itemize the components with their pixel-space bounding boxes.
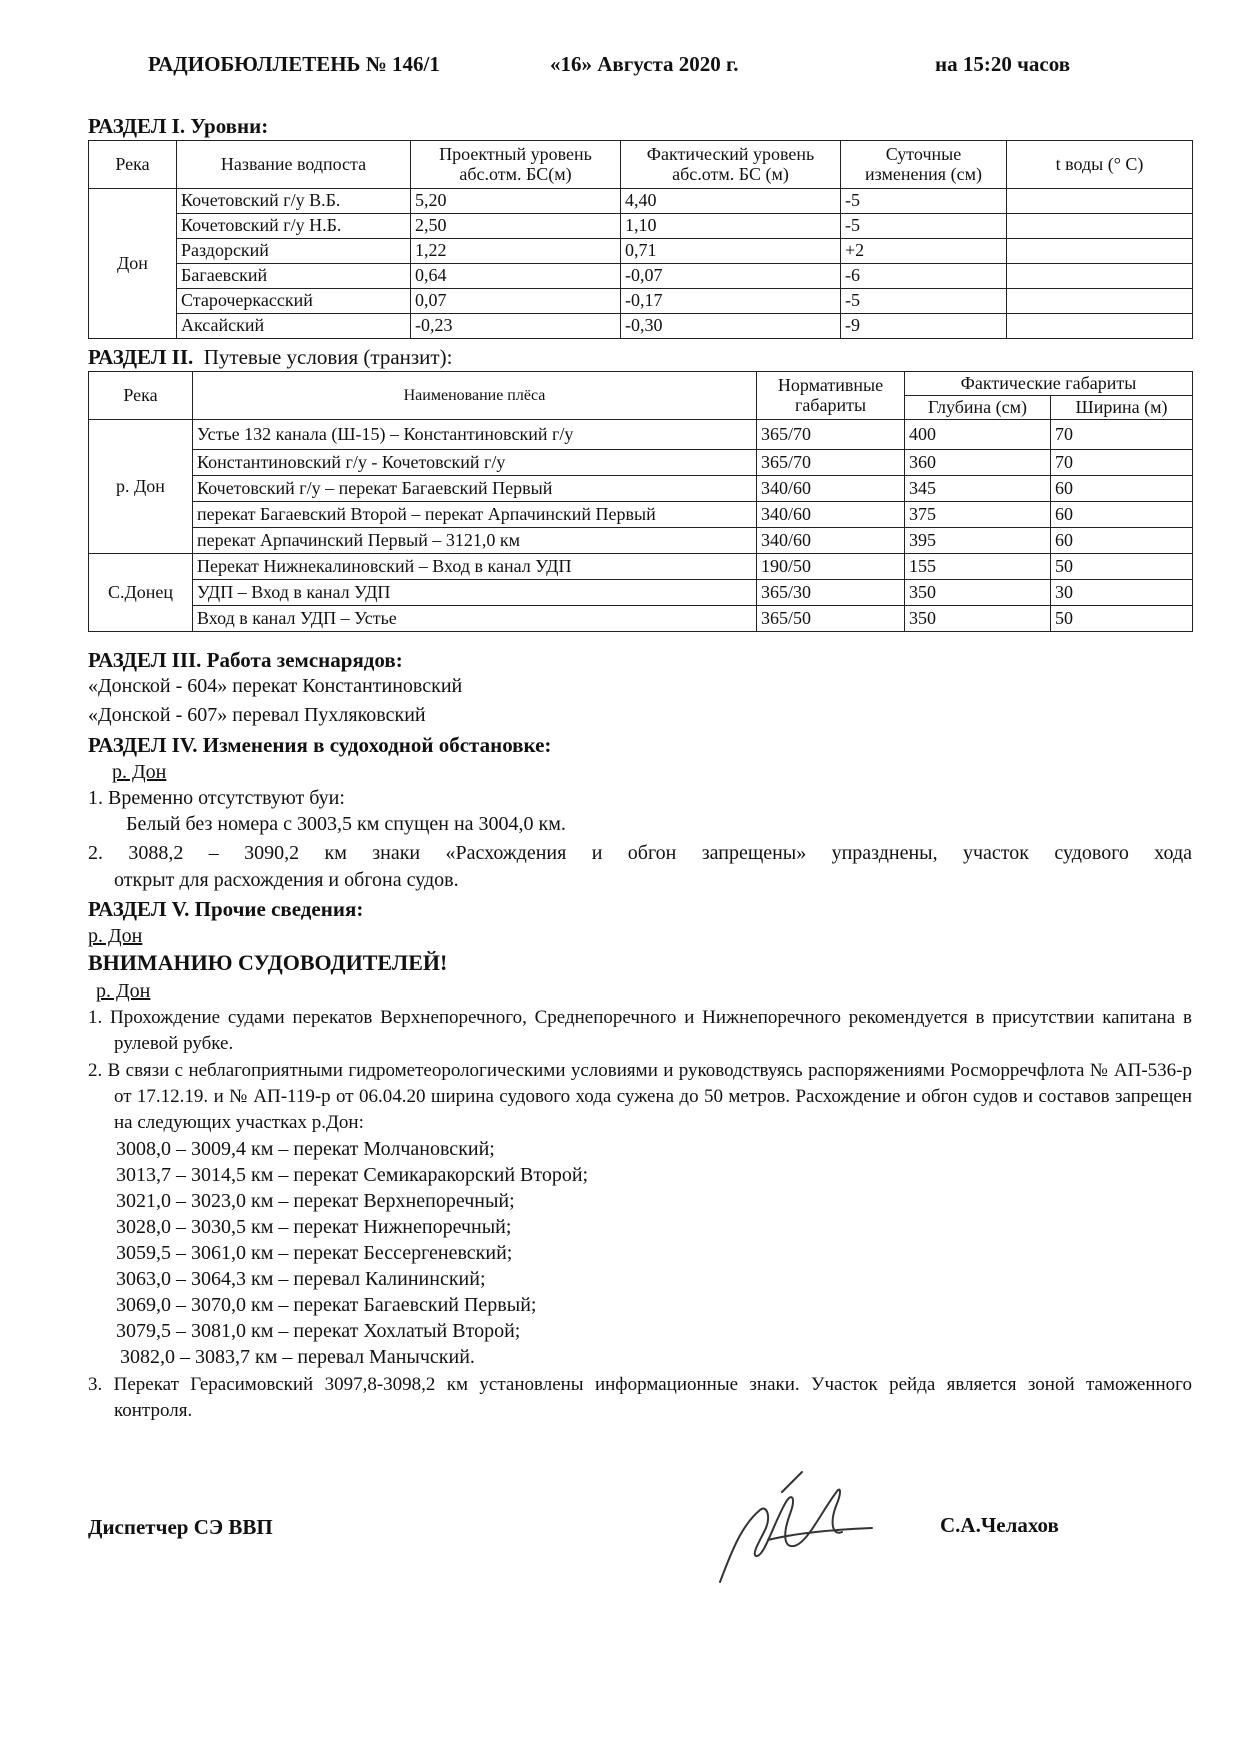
reach-name: перекат Багаевский Второй – перекат Арпачинский Первый [193, 502, 757, 528]
project-level: 1,22 [411, 239, 621, 264]
water-temp [1007, 314, 1193, 339]
fact-level: 0,71 [621, 239, 841, 264]
fact-level: 1,10 [621, 214, 841, 239]
station-name: Кочетовский г/у В.Б. [177, 189, 411, 214]
fact-depth: 400 [905, 420, 1051, 450]
levels-header-project: Проектный уровень абс.отм. БС(м) [411, 141, 621, 189]
transit-header-width: Ширина (м) [1051, 396, 1193, 420]
reach-name: перекат Арпачинский Первый – 3121,0 км [193, 528, 757, 554]
transit-header-river: Река [89, 372, 193, 420]
restricted-segment: 3008,0 – 3009,4 км – перекат Молчановский; [116, 1138, 495, 1160]
daily-change: -6 [841, 264, 1007, 289]
levels-header-change: Суточные изменения (см) [841, 141, 1007, 189]
reach-name: Константиновский г/у - Кочетовский г/у [193, 450, 757, 476]
daily-change: -5 [841, 289, 1007, 314]
fact-width: 30 [1051, 580, 1193, 606]
attention-river: р. Дон [96, 980, 151, 1002]
dispatcher-position: Диспетчер СЭ ВВП [88, 1515, 273, 1539]
water-temp [1007, 214, 1193, 239]
restricted-segment: 3063,0 – 3064,3 км – перевал Калининский; [116, 1268, 486, 1290]
fact-width: 70 [1051, 450, 1193, 476]
section4-item2-line1: 2. 3088,2 – 3090,2 км знаки «Расхождения и обгон запрещены» упразднены, участок судового хода [88, 842, 1192, 864]
reach-name: Устье 132 канала (Ш-15) – Константиновский г/у [193, 420, 757, 450]
levels-header-temp: t воды (° С) [1007, 141, 1193, 189]
fact-width: 50 [1051, 554, 1193, 580]
transit-header-norm: Нормативные габариты [757, 372, 905, 420]
section4-item1-sub: Белый без номера с 3003,5 км спущен на 3004,0 км. [126, 813, 566, 835]
section4-item1: 1. Временно отсутствуют буи: [88, 787, 345, 809]
daily-change: +2 [841, 239, 1007, 264]
restricted-segment: 3013,7 – 3014,5 км – перекат Семикаракорский Второй; [116, 1164, 589, 1186]
fact-width: 60 [1051, 502, 1193, 528]
transit-header-reach: Наименование плёса [193, 372, 757, 420]
fact-width: 60 [1051, 528, 1193, 554]
norm-dims: 340/60 [757, 528, 905, 554]
signature-icon [712, 1470, 882, 1590]
dredger-line: «Донской - 604» перекат Константиновский [88, 675, 463, 697]
transit-row [89, 554, 1193, 580]
station-name: Кочетовский г/у Н.Б. [177, 214, 411, 239]
levels-header-station: Название водпоста [177, 141, 411, 189]
restricted-segment: 3082,0 – 3083,7 км – перевал Манычский. [120, 1346, 475, 1368]
restricted-segment: 3069,0 – 3070,0 км – перекат Багаевский Первый; [116, 1294, 537, 1316]
section2-title [88, 345, 452, 370]
fact-level: -0,17 [621, 289, 841, 314]
section1-title: РАЗДЕЛ I. Уровни: [88, 114, 269, 138]
fact-width: 70 [1051, 420, 1193, 450]
transit-row [89, 580, 1193, 606]
project-level: -0,23 [411, 314, 621, 339]
transit-header-depth: Глубина (см) [905, 396, 1051, 420]
transit-row [89, 528, 1193, 554]
fact-depth: 395 [905, 528, 1051, 554]
fact-depth: 375 [905, 502, 1051, 528]
project-level: 0,07 [411, 289, 621, 314]
attention-item1: 1. Прохождение судами перекатов Верхнепоречного, Среднепоречного и Нижнепоречного рекомендуется в присутствии капитана в рулевой рубке. [88, 1007, 1192, 1054]
levels-row [89, 264, 1193, 289]
transit-table [88, 371, 1193, 632]
bulletin-time: на 15:20 часов [935, 52, 1071, 76]
levels-row [89, 239, 1193, 264]
section5-title: РАЗДЕЛ V. Прочие сведения: [88, 897, 364, 921]
bulletin-title: РАДИОБЮЛЛЕТЕНЬ № 146/1 [148, 52, 440, 76]
fact-width: 50 [1051, 606, 1193, 632]
fact-depth: 155 [905, 554, 1051, 580]
project-level: 2,50 [411, 214, 621, 239]
transit-row [89, 606, 1193, 632]
norm-dims: 365/30 [757, 580, 905, 606]
transit-header-row [89, 372, 1193, 396]
reach-name: УДП – Вход в канал УДП [193, 580, 757, 606]
project-level: 0,64 [411, 264, 621, 289]
section3-title: РАЗДЕЛ III. Работа земснарядов: [88, 648, 403, 672]
levels-row [89, 189, 1193, 214]
norm-dims: 365/70 [757, 420, 905, 450]
daily-change: -5 [841, 189, 1007, 214]
water-temp [1007, 289, 1193, 314]
section2-title-bold: РАЗДЕЛ II. [88, 345, 194, 369]
levels-river-cell: Дон [89, 189, 177, 339]
water-temp [1007, 239, 1193, 264]
water-temp [1007, 189, 1193, 214]
station-name: Раздорский [177, 239, 411, 264]
restricted-segment: 3059,5 – 3061,0 км – перекат Бессергеневский; [116, 1242, 513, 1264]
fact-level: -0,30 [621, 314, 841, 339]
levels-row [89, 289, 1193, 314]
dispatcher-name: С.А.Челахов [940, 1513, 1059, 1537]
transit-row [89, 476, 1193, 502]
project-level: 5,20 [411, 189, 621, 214]
norm-dims: 340/60 [757, 502, 905, 528]
fact-width: 60 [1051, 476, 1193, 502]
transit-row [89, 420, 1193, 450]
reach-name: Перекат Нижнекалиновский – Вход в канал УДП [193, 554, 757, 580]
station-name: Аксайский [177, 314, 411, 339]
fact-depth: 350 [905, 606, 1051, 632]
reach-name: Вход в канал УДП – Устье [193, 606, 757, 632]
water-temp [1007, 264, 1193, 289]
levels-row [89, 314, 1193, 339]
restricted-segment: 3028,0 – 3030,5 км – перекат Нижнепоречный; [116, 1216, 512, 1238]
daily-change: -9 [841, 314, 1007, 339]
transit-row [89, 502, 1193, 528]
norm-dims: 340/60 [757, 476, 905, 502]
attention-item2: 2. В связи с неблагоприятными гидрометеорологическими условиями и руководствуясь распоряжениями Росморречфлота № АП-536-р от 17.12.19. и № АП-119-р от 06.04.20 ширина судового хода сужена до 50 метров. Расхождение и обгон судов и составов запрещен на следующих участках р.Дон: [88, 1060, 1192, 1133]
fact-depth: 345 [905, 476, 1051, 502]
transit-river-cell: С.Донец [89, 554, 193, 632]
attention-title: ВНИМАНИЮ СУДОВОДИТЕЛЕЙ! [88, 950, 448, 975]
transit-row [89, 450, 1193, 476]
station-name: Старочеркасский [177, 289, 411, 314]
levels-header-fact: Фактический уровень абс.отм. БС (м) [621, 141, 841, 189]
section4-river: р. Дон [112, 761, 167, 783]
section5-river: р. Дон [88, 925, 143, 947]
dredger-line: «Донской - 607» перевал Пухляковский [88, 704, 426, 726]
fact-depth: 360 [905, 450, 1051, 476]
attention-item3: 3. Перекат Герасимовский 3097,8-3098,2 км установлены информационные знаки. Участок рейда является зоной таможенного контроля. [88, 1374, 1192, 1421]
transit-header-fact: Фактические габариты [905, 372, 1193, 396]
norm-dims: 365/70 [757, 450, 905, 476]
section4-item2-line2: открыт для расхождения и обгона судов. [114, 869, 459, 891]
bulletin-date: «16» Августа 2020 г. [550, 52, 739, 76]
station-name: Багаевский [177, 264, 411, 289]
transit-river-cell: р. Дон [89, 420, 193, 554]
daily-change: -5 [841, 214, 1007, 239]
section2-title-rest: Путевые условия (транзит): [203, 345, 453, 369]
fact-level: 4,40 [621, 189, 841, 214]
levels-header-row [89, 141, 1193, 189]
section4-title: РАЗДЕЛ IV. Изменения в судоходной обстановке: [88, 733, 552, 757]
norm-dims: 365/50 [757, 606, 905, 632]
restricted-segment: 3021,0 – 3023,0 км – перекат Верхнепоречный; [116, 1190, 515, 1212]
norm-dims: 190/50 [757, 554, 905, 580]
fact-depth: 350 [905, 580, 1051, 606]
levels-row [89, 214, 1193, 239]
levels-header-river: Река [89, 141, 177, 189]
fact-level: -0,07 [621, 264, 841, 289]
reach-name: Кочетовский г/у – перекат Багаевский Первый [193, 476, 757, 502]
levels-table [88, 140, 1193, 339]
restricted-segment: 3079,5 – 3081,0 км – перекат Хохлатый Второй; [116, 1320, 521, 1342]
